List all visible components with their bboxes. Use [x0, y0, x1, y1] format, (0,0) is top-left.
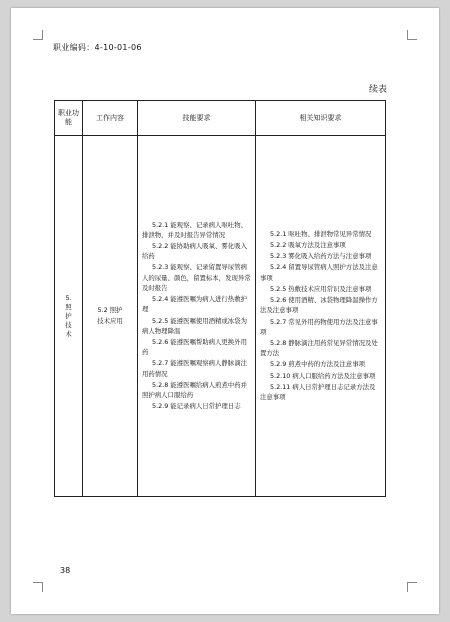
header-function: 职业功能: [55, 101, 83, 136]
skill-item: 5.2.1 能观察、记录病人呕吐物、排泄物，并及时报告异常情况: [142, 220, 247, 239]
crop-mark-bottom-right: [407, 582, 417, 592]
page-number: 38: [60, 566, 71, 575]
knowledge-item: 5.2.2 吸氧方法及注意事项: [270, 241, 346, 250]
knowledge-item: 5.2.6 使用酒精、冰袋物理降温操作方法及注意事项: [260, 296, 378, 315]
crop-mark-bottom-left: [33, 582, 43, 592]
work-content-line: 5.2 照护: [97, 306, 123, 314]
skill-item: 5.2.4 能遵医嘱为病人进行热敷护理: [142, 295, 247, 314]
header-work-content: 工作内容: [83, 101, 138, 136]
skills-cell: [138, 136, 256, 497]
knowledge-item: 5.2.4 留置导尿管病人照护方法及注意事项: [260, 263, 378, 282]
skill-item: 5.2.5 能遵医嘱使用酒精或冰袋为病人物理降温: [142, 316, 247, 335]
knowledge-item: 5.2.3 雾化吸入给药方法与注意事项: [270, 252, 372, 261]
knowledge-item: 5.2.10 病人口服给药方法及注意事项: [270, 371, 376, 380]
skill-item: 5.2.7 能遵医嘱观察病人静脉滴注用药情况: [142, 359, 247, 378]
skills-table: [54, 100, 386, 497]
function-text: 5.照护技术: [65, 293, 72, 338]
occupation-code: 职业编码：4-10-01-06: [53, 43, 142, 52]
skill-item: 5.2.9 能记录病人日常护理日志: [152, 402, 241, 411]
crop-mark-top-right: [407, 30, 417, 40]
knowledge-item: 5.2.11 病人日常护理日志记录方法及注意事项: [260, 382, 376, 401]
table-row: [55, 136, 386, 497]
function-cell: [55, 136, 83, 497]
knowledge-item: 5.2.1 呕吐物、排泄物常见异常情况: [270, 229, 372, 238]
table-header-row: [55, 101, 386, 136]
skill-item: 5.2.6 能遵医嘱帮助病人更换外用药: [142, 337, 247, 357]
knowledge-item: 5.2.8 静脉滴注用药常见异常情况及处置方法: [260, 338, 378, 358]
header-skills: 技能要求: [138, 101, 256, 136]
skill-item: 5.2.3 能观察、记录留置导尿管病人的尿量、颜色，留置标本，发现异常及时报告: [142, 263, 251, 292]
knowledge-item: 5.2.9 煎煮中药的方法及注意事项: [270, 360, 365, 369]
work-content-cell: [83, 136, 138, 497]
knowledge-item: 5.2.7 常见外用药物使用方法及注意事项: [260, 317, 378, 336]
knowledge-item: 5.2.5 热敷技术应用常识及注意事项: [270, 284, 372, 293]
continued-label: 续表: [368, 85, 387, 95]
crop-mark-top-left: [33, 30, 43, 40]
header-knowledge: 相关知识要求: [256, 101, 386, 136]
knowledge-cell: [256, 136, 386, 497]
skill-item: 5.2.8 能遵医嘱给病人煎煮中药并照护病人口服给药: [142, 380, 247, 399]
work-content-line: 技术应用: [97, 317, 123, 325]
skill-item: 5.2.2 能协助病人吸氧、雾化吸入给药: [142, 242, 247, 261]
